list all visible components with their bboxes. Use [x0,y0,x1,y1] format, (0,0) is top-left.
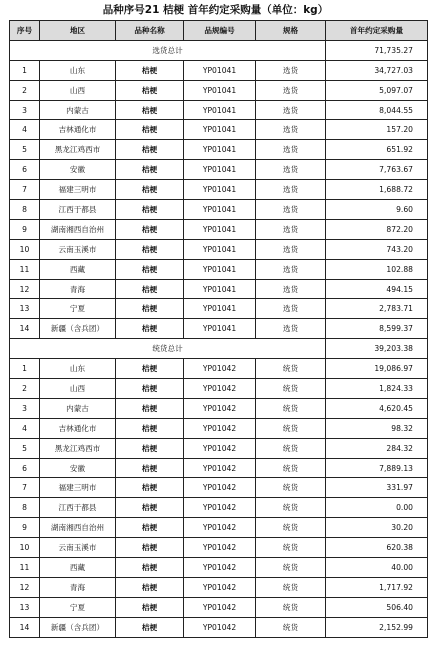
cell-region: 宁夏 [40,299,116,319]
cell-variety: 桔梗 [116,418,184,438]
cell-variety: 桔梗 [116,478,184,498]
cell-variety: 桔梗 [116,438,184,458]
table-row [10,558,428,578]
cell-spec-code: YP01042 [184,577,256,597]
cell-spec-code: YP01041 [184,259,256,279]
cell-spec-code: YP01041 [184,299,256,319]
cell-variety: 桔梗 [116,200,184,220]
cell-index: 3 [10,398,40,418]
table-row [10,398,428,418]
cell-quantity: 7,889.13 [326,458,428,478]
cell-quantity: 2,152.99 [326,617,428,637]
cell-grade: 统货 [256,379,326,399]
cell-spec-code: YP01042 [184,359,256,379]
cell-index: 8 [10,200,40,220]
cell-region: 福建三明市 [40,180,116,200]
cell-region: 吉林通化市 [40,120,116,140]
table-row [10,299,428,319]
cell-variety: 桔梗 [116,577,184,597]
cell-index: 2 [10,80,40,100]
cell-region: 湖南湘西自治州 [40,518,116,538]
cell-grade: 选货 [256,80,326,100]
cell-region: 山东 [40,60,116,80]
table-row [10,200,428,220]
cell-variety: 桔梗 [116,160,184,180]
cell-spec-code: YP01042 [184,597,256,617]
cell-index: 11 [10,259,40,279]
cell-grade: 统货 [256,498,326,518]
cell-variety: 桔梗 [116,398,184,418]
cell-index: 14 [10,617,40,637]
cell-region: 西藏 [40,259,116,279]
cell-index: 7 [10,180,40,200]
cell-variety: 桔梗 [116,518,184,538]
cell-spec-code: YP01042 [184,379,256,399]
table-row [10,239,428,259]
cell-index: 12 [10,279,40,299]
cell-variety: 桔梗 [116,120,184,140]
cell-variety: 桔梗 [116,597,184,617]
cell-quantity: 157.20 [326,120,428,140]
cell-index: 10 [10,538,40,558]
cell-index: 4 [10,120,40,140]
cell-quantity: 331.97 [326,478,428,498]
table-row [10,458,428,478]
cell-quantity: 9.60 [326,200,428,220]
cell-quantity: 651.92 [326,140,428,160]
cell-grade: 统货 [256,617,326,637]
cell-grade: 选货 [256,60,326,80]
cell-grade: 统货 [256,518,326,538]
cell-variety: 桔梗 [116,140,184,160]
cell-region: 江西于都县 [40,498,116,518]
cell-quantity: 102.88 [326,259,428,279]
cell-region: 西藏 [40,558,116,578]
table-title: 品种序号21 桔梗 首年约定采购量（单位：kg） [102,4,329,16]
cell-quantity: 743.20 [326,239,428,259]
table-row [10,597,428,617]
cell-region: 青海 [40,577,116,597]
cell-spec-code: YP01042 [184,398,256,418]
cell-spec-code: YP01042 [184,538,256,558]
cell-grade: 统货 [256,478,326,498]
cell-spec-code: YP01041 [184,219,256,239]
cell-spec-code: YP01042 [184,458,256,478]
cell-spec-code: YP01042 [184,438,256,458]
cell-grade: 统货 [256,359,326,379]
cell-quantity: 1,717.92 [326,577,428,597]
table-row [10,180,428,200]
cell-grade: 统货 [256,577,326,597]
cell-variety: 桔梗 [116,538,184,558]
cell-variety: 桔梗 [116,319,184,339]
header-variety: 品种名称 [116,21,184,41]
cell-quantity: 34,727.03 [326,60,428,80]
cell-grade: 选货 [256,140,326,160]
table-row [10,438,428,458]
cell-quantity: 2,783.71 [326,299,428,319]
cell-grade: 统货 [256,538,326,558]
cell-region: 山西 [40,379,116,399]
cell-quantity: 30.20 [326,518,428,538]
cell-spec-code: YP01041 [184,120,256,140]
cell-index: 1 [10,359,40,379]
table-row [10,577,428,597]
cell-spec-code: YP01041 [184,200,256,220]
cell-grade: 统货 [256,398,326,418]
table-row [10,617,428,637]
cell-index: 6 [10,458,40,478]
table-row [10,160,428,180]
table-row [10,418,428,438]
cell-region: 新疆（含兵团） [40,319,116,339]
cell-grade: 统货 [256,458,326,478]
cell-index: 1 [10,60,40,80]
cell-quantity: 494.15 [326,279,428,299]
cell-variety: 桔梗 [116,60,184,80]
summary-value: 71,735.27 [326,40,428,60]
header-row [10,21,428,41]
cell-quantity: 1,688.72 [326,180,428,200]
cell-grade: 选货 [256,120,326,140]
cell-spec-code: YP01041 [184,140,256,160]
cell-variety: 桔梗 [116,100,184,120]
cell-region: 黑龙江鸡西市 [40,438,116,458]
cell-region: 内蒙古 [40,100,116,120]
table-row [10,100,428,120]
cell-region: 安徽 [40,458,116,478]
cell-region: 湖南湘西自治州 [40,219,116,239]
cell-grade: 选货 [256,219,326,239]
cell-region: 新疆（含兵团） [40,617,116,637]
cell-index: 8 [10,498,40,518]
cell-region: 江西于都县 [40,200,116,220]
cell-variety: 桔梗 [116,259,184,279]
cell-grade: 选货 [256,180,326,200]
cell-variety: 桔梗 [116,617,184,637]
cell-quantity: 8,599.37 [326,319,428,339]
cell-index: 12 [10,577,40,597]
cell-index: 11 [10,558,40,578]
cell-region: 吉林通化市 [40,418,116,438]
cell-quantity: 40.00 [326,558,428,578]
cell-region: 云南玉溪市 [40,239,116,259]
cell-variety: 桔梗 [116,239,184,259]
cell-quantity: 506.40 [326,597,428,617]
cell-spec-code: YP01041 [184,279,256,299]
cell-quantity: 4,620.45 [326,398,428,418]
cell-grade: 选货 [256,259,326,279]
cell-index: 5 [10,438,40,458]
cell-quantity: 284.32 [326,438,428,458]
cell-region: 黑龙江鸡西市 [40,140,116,160]
cell-index: 2 [10,379,40,399]
summary-row [10,339,428,359]
cell-grade: 选货 [256,239,326,259]
table-row [10,538,428,558]
summary-label: 选货总计 [10,40,326,60]
cell-spec-code: YP01041 [184,180,256,200]
cell-spec-code: YP01041 [184,160,256,180]
cell-region: 福建三明市 [40,478,116,498]
cell-grade: 选货 [256,299,326,319]
cell-grade: 选货 [256,200,326,220]
cell-spec-code: YP01041 [184,100,256,120]
table-row [10,120,428,140]
summary-row [10,40,428,60]
cell-region: 山东 [40,359,116,379]
cell-spec-code: YP01042 [184,478,256,498]
cell-variety: 桔梗 [116,379,184,399]
cell-region: 宁夏 [40,597,116,617]
cell-index: 3 [10,100,40,120]
cell-variety: 桔梗 [116,180,184,200]
cell-index: 13 [10,597,40,617]
cell-region: 云南玉溪市 [40,538,116,558]
cell-grade: 选货 [256,100,326,120]
cell-quantity: 0.00 [326,498,428,518]
cell-quantity: 1,824.33 [326,379,428,399]
cell-quantity: 7,763.67 [326,160,428,180]
table-row [10,60,428,80]
procurement-table [9,20,428,638]
cell-variety: 桔梗 [116,458,184,478]
header-grade: 规格 [256,21,326,41]
table-row [10,140,428,160]
cell-quantity: 620.38 [326,538,428,558]
cell-index: 7 [10,478,40,498]
header-region: 地区 [40,21,116,41]
cell-region: 内蒙古 [40,398,116,418]
cell-index: 14 [10,319,40,339]
cell-variety: 桔梗 [116,299,184,319]
header-index: 序号 [10,21,40,41]
cell-quantity: 19,086.97 [326,359,428,379]
cell-variety: 桔梗 [116,279,184,299]
table-row [10,80,428,100]
header-quantity: 首年约定采购量 [326,21,428,41]
cell-variety: 桔梗 [116,498,184,518]
cell-spec-code: YP01041 [184,80,256,100]
cell-spec-code: YP01042 [184,418,256,438]
cell-spec-code: YP01042 [184,617,256,637]
cell-grade: 统货 [256,438,326,458]
cell-spec-code: YP01042 [184,558,256,578]
table-row [10,359,428,379]
table-row [10,259,428,279]
table-row [10,279,428,299]
header-spec-code: 品规编号 [184,21,256,41]
cell-grade: 统货 [256,418,326,438]
cell-spec-code: YP01041 [184,239,256,259]
cell-index: 9 [10,219,40,239]
cell-spec-code: YP01041 [184,60,256,80]
table-row [10,219,428,239]
summary-value: 39,203.38 [326,339,428,359]
cell-grade: 选货 [256,279,326,299]
cell-index: 5 [10,140,40,160]
table-row [10,498,428,518]
cell-region: 山西 [40,80,116,100]
cell-spec-code: YP01042 [184,518,256,538]
table-row [10,518,428,538]
cell-index: 9 [10,518,40,538]
cell-quantity: 5,097.07 [326,80,428,100]
cell-index: 10 [10,239,40,259]
cell-spec-code: YP01042 [184,498,256,518]
table-row [10,379,428,399]
cell-index: 13 [10,299,40,319]
cell-grade: 统货 [256,597,326,617]
summary-label: 统货总计 [10,339,326,359]
cell-index: 6 [10,160,40,180]
cell-variety: 桔梗 [116,80,184,100]
cell-quantity: 8,044.55 [326,100,428,120]
cell-index: 4 [10,418,40,438]
table-row [10,319,428,339]
cell-grade: 统货 [256,558,326,578]
cell-variety: 桔梗 [116,219,184,239]
cell-variety: 桔梗 [116,558,184,578]
cell-region: 安徽 [40,160,116,180]
cell-region: 青海 [40,279,116,299]
cell-grade: 选货 [256,319,326,339]
table-row [10,478,428,498]
cell-quantity: 98.32 [326,418,428,438]
cell-variety: 桔梗 [116,359,184,379]
cell-spec-code: YP01041 [184,319,256,339]
cell-grade: 选货 [256,160,326,180]
cell-quantity: 872.20 [326,219,428,239]
